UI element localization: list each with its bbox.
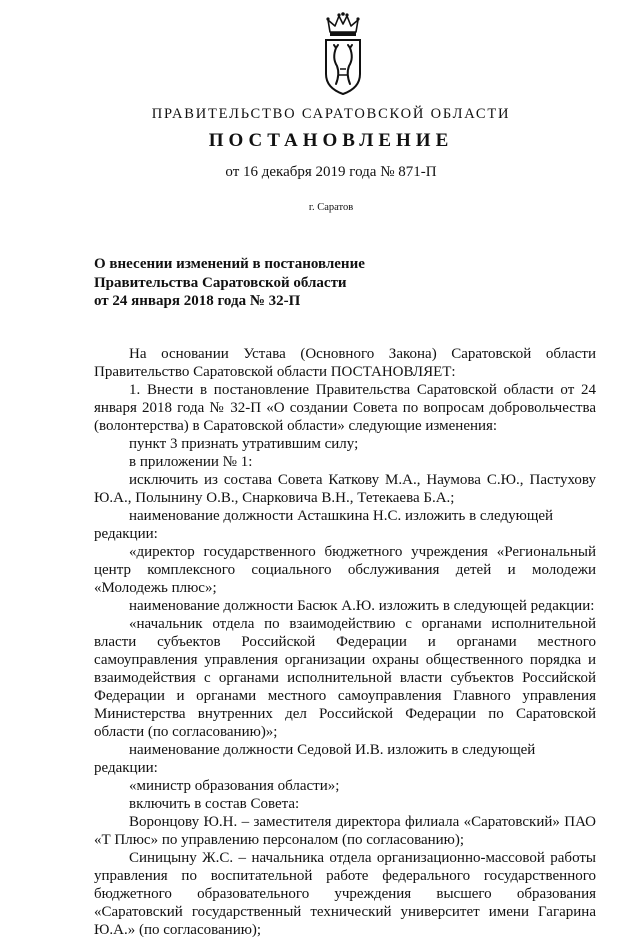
body-paragraph: в приложении № 1: bbox=[129, 454, 253, 470]
document-type: ПОСТАНОВЛЕНИЕ bbox=[208, 130, 454, 151]
saratov-coat-of-arms-icon bbox=[321, 12, 365, 96]
body-paragraph: наименование должности Басюк А.Ю. изложить в следующей редакции: bbox=[129, 598, 595, 614]
document-date-number: от 16 декабря 2019 года № 871-П bbox=[225, 164, 437, 180]
document-city: г. Саратов bbox=[308, 202, 354, 213]
body-paragraph: пункт 3 признать утратившим силу; bbox=[129, 436, 359, 452]
body-paragraph: Синицыну Ж.С. – начальника отдела организационно-массовой работы управления по воспитательной работе федерального государственного бюджетного образовательного учреждения высшего образования «Саратовский государственный технический университет имени Гагарина Ю.А.» (по согласованию); bbox=[94, 850, 596, 938]
document-body bbox=[94, 345, 596, 939]
body-paragraph: исключить из состава Совета Каткову М.А., Наумова С.Ю., Пастухову Ю.А., Полынину О.В., Снарковича В.Н., Тетекаева Б.А.; bbox=[94, 472, 596, 506]
body-paragraph: На основании Устава (Основного Закона) Саратовской области Правительство Саратовской области ПОСТАНОВЛЯЕТ: bbox=[94, 346, 596, 380]
body-paragraph: наименование должности Седовой И.В. изложить в следующей редакции: bbox=[94, 742, 536, 776]
body-paragraph: «директор государственного бюджетного учреждения «Региональный центр комплексного социального обслуживания детей и молодежи «Молодежь плюс»; bbox=[94, 544, 596, 596]
body-paragraph: 1. Внести в постановление Правительства Саратовской области от 24 января 2018 года № 32-П «О создании Совета по вопросам добровольчества (волонтерства) в Саратовской области» следующие изменения: bbox=[94, 382, 596, 434]
body-paragraph: включить в состав Совета: bbox=[129, 796, 300, 812]
body-paragraph: наименование должности Асташкина Н.С. изложить в следующей редакции: bbox=[94, 508, 554, 542]
body-paragraph: «министр образования области»; bbox=[129, 778, 340, 794]
body-paragraph: «начальник отдела по взаимодействию с органами исполнительной власти субъектов Российской Федерации и органами местного самоуправления управления организации охраны общественного порядка и взаимодействия с органами исполнительной власти субъектов Российской Федерации и органами местного самоуправления Главного управления Министерства внутренних дел Российской Федерации по Саратовской области (по согласованию)»; bbox=[94, 616, 596, 740]
government-title: ПРАВИТЕЛЬСТВО САРАТОВСКОЙ ОБЛАСТИ bbox=[151, 106, 511, 122]
body-paragraph: Воронцову Ю.Н. – заместителя директора филиала «Саратовский» ПАО «Т Плюс» по управлению персоналом (по согласованию); bbox=[94, 814, 596, 848]
subject-line: О внесении изменений в постановление bbox=[94, 256, 365, 272]
subject-line: от 24 января 2018 года № 32-П bbox=[94, 293, 301, 309]
subject-line: Правительства Саратовской области bbox=[94, 274, 347, 291]
document-subject bbox=[94, 255, 365, 311]
